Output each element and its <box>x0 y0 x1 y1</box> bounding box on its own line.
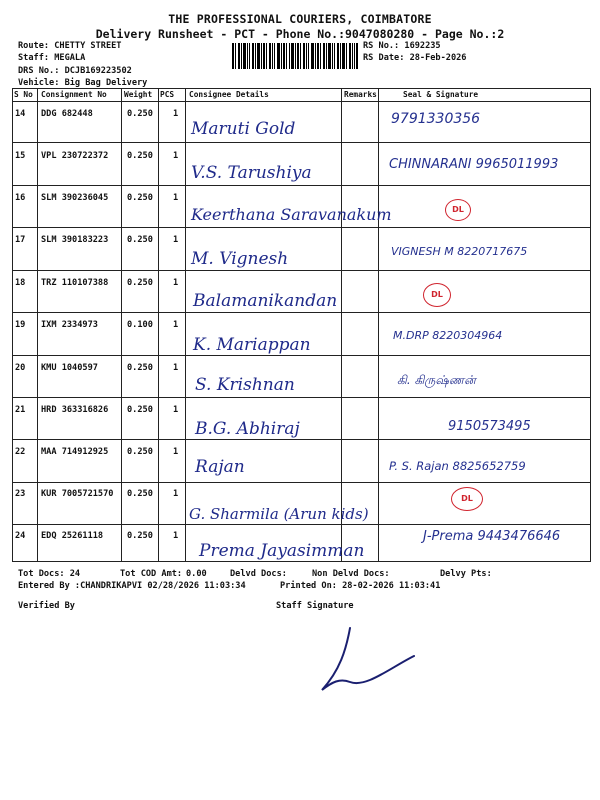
delivery-stamp: DL <box>445 199 471 221</box>
row-signature: 9791330356 <box>391 111 481 127</box>
row-signature: 9150573495 <box>448 419 531 434</box>
row-consignee-handwriting: Keerthana Saravanakum <box>191 205 392 224</box>
row-pcs: 1 <box>173 320 179 330</box>
row-weight: 0.250 <box>127 405 153 415</box>
row-pcs: 1 <box>173 278 179 288</box>
row-sno: 21 <box>15 405 26 415</box>
printed-on: Printed On: 28-02-2026 11:03:41 <box>280 581 441 591</box>
column-header-consignment: Consignment No <box>41 90 107 99</box>
row-pcs: 1 <box>173 235 179 245</box>
row-signature: கி. கிருஷ்ணன் <box>397 373 476 387</box>
total-docs: Tot Docs: 24 <box>18 569 81 579</box>
row-sno: 22 <box>15 447 26 457</box>
row-consignee-handwriting: V.S. Tarushiya <box>191 163 312 183</box>
row-pcs: 1 <box>173 405 179 415</box>
row-consignee-handwriting: S. Krishnan <box>195 375 295 395</box>
drs-number: DRS No.: DCJB169223502 <box>18 66 132 76</box>
row-consignment-no: SLM 390236045 <box>41 193 109 203</box>
row-consignee-handwriting: Balamanikandan <box>193 291 338 311</box>
row-weight: 0.250 <box>127 151 153 161</box>
row-signature: VIGNESH M 8220717675 <box>391 245 528 258</box>
entered-by: Entered By :CHANDRIKAPVI 02/28/2026 11:03:34 <box>18 581 246 591</box>
row-weight: 0.250 <box>127 489 153 499</box>
column-header-weight: Weight <box>124 90 153 99</box>
delivery-stamp: DL <box>451 487 483 511</box>
row-consignee-handwriting: Maruti Gold <box>191 119 296 139</box>
row-pcs: 1 <box>173 363 179 373</box>
row-weight: 0.250 <box>127 235 153 245</box>
route-label: Route: CHETTY STREET <box>18 41 122 51</box>
vehicle-label: Vehicle: Big Bag Delivery <box>18 78 148 88</box>
delivered-docs: Delvd Docs: <box>230 569 287 579</box>
row-sno: 19 <box>15 320 26 330</box>
runsheet-title: Delivery Runsheet - PCT - Phone No.:9047080280 - Page No.:2 <box>95 27 505 41</box>
row-weight: 0.250 <box>127 109 153 119</box>
row-signature: M.DRP 8220304964 <box>393 329 503 342</box>
rs-number: RS No.: 1692235 <box>363 41 441 51</box>
row-weight: 0.250 <box>127 278 153 288</box>
row-weight: 0.250 <box>127 447 153 457</box>
row-signature: CHINNARANI 9965011993 <box>389 157 559 172</box>
row-consignment-no: HRD 363316826 <box>41 405 109 415</box>
row-consignee-handwriting: G. Sharmila (Arun kids) <box>189 505 369 523</box>
row-pcs: 1 <box>173 109 179 119</box>
row-consignee-handwriting: B.G. Abhiraj <box>195 419 300 439</box>
row-pcs: 1 <box>173 489 179 499</box>
row-signature: J-Prema 9443476646 <box>423 529 561 544</box>
row-consignment-no: IXM 2334973 <box>41 320 98 330</box>
barcode-image <box>232 43 358 69</box>
row-sno: 24 <box>15 531 26 541</box>
row-pcs: 1 <box>173 531 179 541</box>
rs-date: RS Date: 28-Feb-2026 <box>363 53 467 63</box>
row-weight: 0.100 <box>127 320 153 330</box>
column-header-consignee: Consignee Details <box>189 90 269 99</box>
row-weight: 0.250 <box>127 531 153 541</box>
total-cod-label: Tot COD Amt: <box>120 569 183 579</box>
row-consignee-handwriting: Prema Jayasimman <box>199 541 365 561</box>
row-consignment-no: MAA 714912925 <box>41 447 109 457</box>
row-consignment-no: DDG 682448 <box>41 109 93 119</box>
column-header-sno: S No <box>14 90 33 99</box>
row-consignment-no: TRZ 110107388 <box>41 278 109 288</box>
column-header-remarks: Remarks <box>344 90 377 99</box>
staff-signature-label: Staff Signature <box>276 601 354 611</box>
column-header-seal: Seal & Signature <box>403 90 479 99</box>
row-consignment-no: EDQ 25261118 <box>41 531 104 541</box>
row-pcs: 1 <box>173 151 179 161</box>
row-consignment-no: VPL 230722372 <box>41 151 109 161</box>
row-consignee-handwriting: M. Vignesh <box>191 249 289 269</box>
row-consignment-no: KMU 1040597 <box>41 363 98 373</box>
row-sno: 20 <box>15 363 26 373</box>
row-sno: 14 <box>15 109 26 119</box>
row-sno: 16 <box>15 193 26 203</box>
verified-by-label: Verified By <box>18 601 75 611</box>
row-signature: P. S. Rajan 8825652759 <box>389 459 526 473</box>
runsheet-table <box>12 88 591 562</box>
row-weight: 0.250 <box>127 363 153 373</box>
staff-label: Staff: MEGALA <box>18 53 86 63</box>
row-consignee-handwriting: Rajan <box>195 457 245 477</box>
row-pcs: 1 <box>173 447 179 457</box>
delivery-points: Delvy Pts: <box>440 569 492 579</box>
delivery-stamp: DL <box>423 283 451 307</box>
row-sno: 17 <box>15 235 26 245</box>
row-weight: 0.250 <box>127 193 153 203</box>
non-delivered-docs: Non Delvd Docs: <box>312 569 390 579</box>
row-sno: 15 <box>15 151 26 161</box>
row-pcs: 1 <box>173 193 179 203</box>
row-consignee-handwriting: K. Mariappan <box>193 335 311 355</box>
row-sno: 23 <box>15 489 26 499</box>
company-title: THE PROFESSIONAL COURIERS, COIMBATORE <box>168 12 432 26</box>
row-consignment-no: SLM 390183223 <box>41 235 109 245</box>
column-header-pcs: PCS <box>160 90 175 99</box>
row-sno: 18 <box>15 278 26 288</box>
total-cod-value: 0.00 <box>186 569 207 579</box>
staff-signature-scribble <box>310 620 420 700</box>
row-consignment-no: KUR 7005721570 <box>41 489 114 499</box>
